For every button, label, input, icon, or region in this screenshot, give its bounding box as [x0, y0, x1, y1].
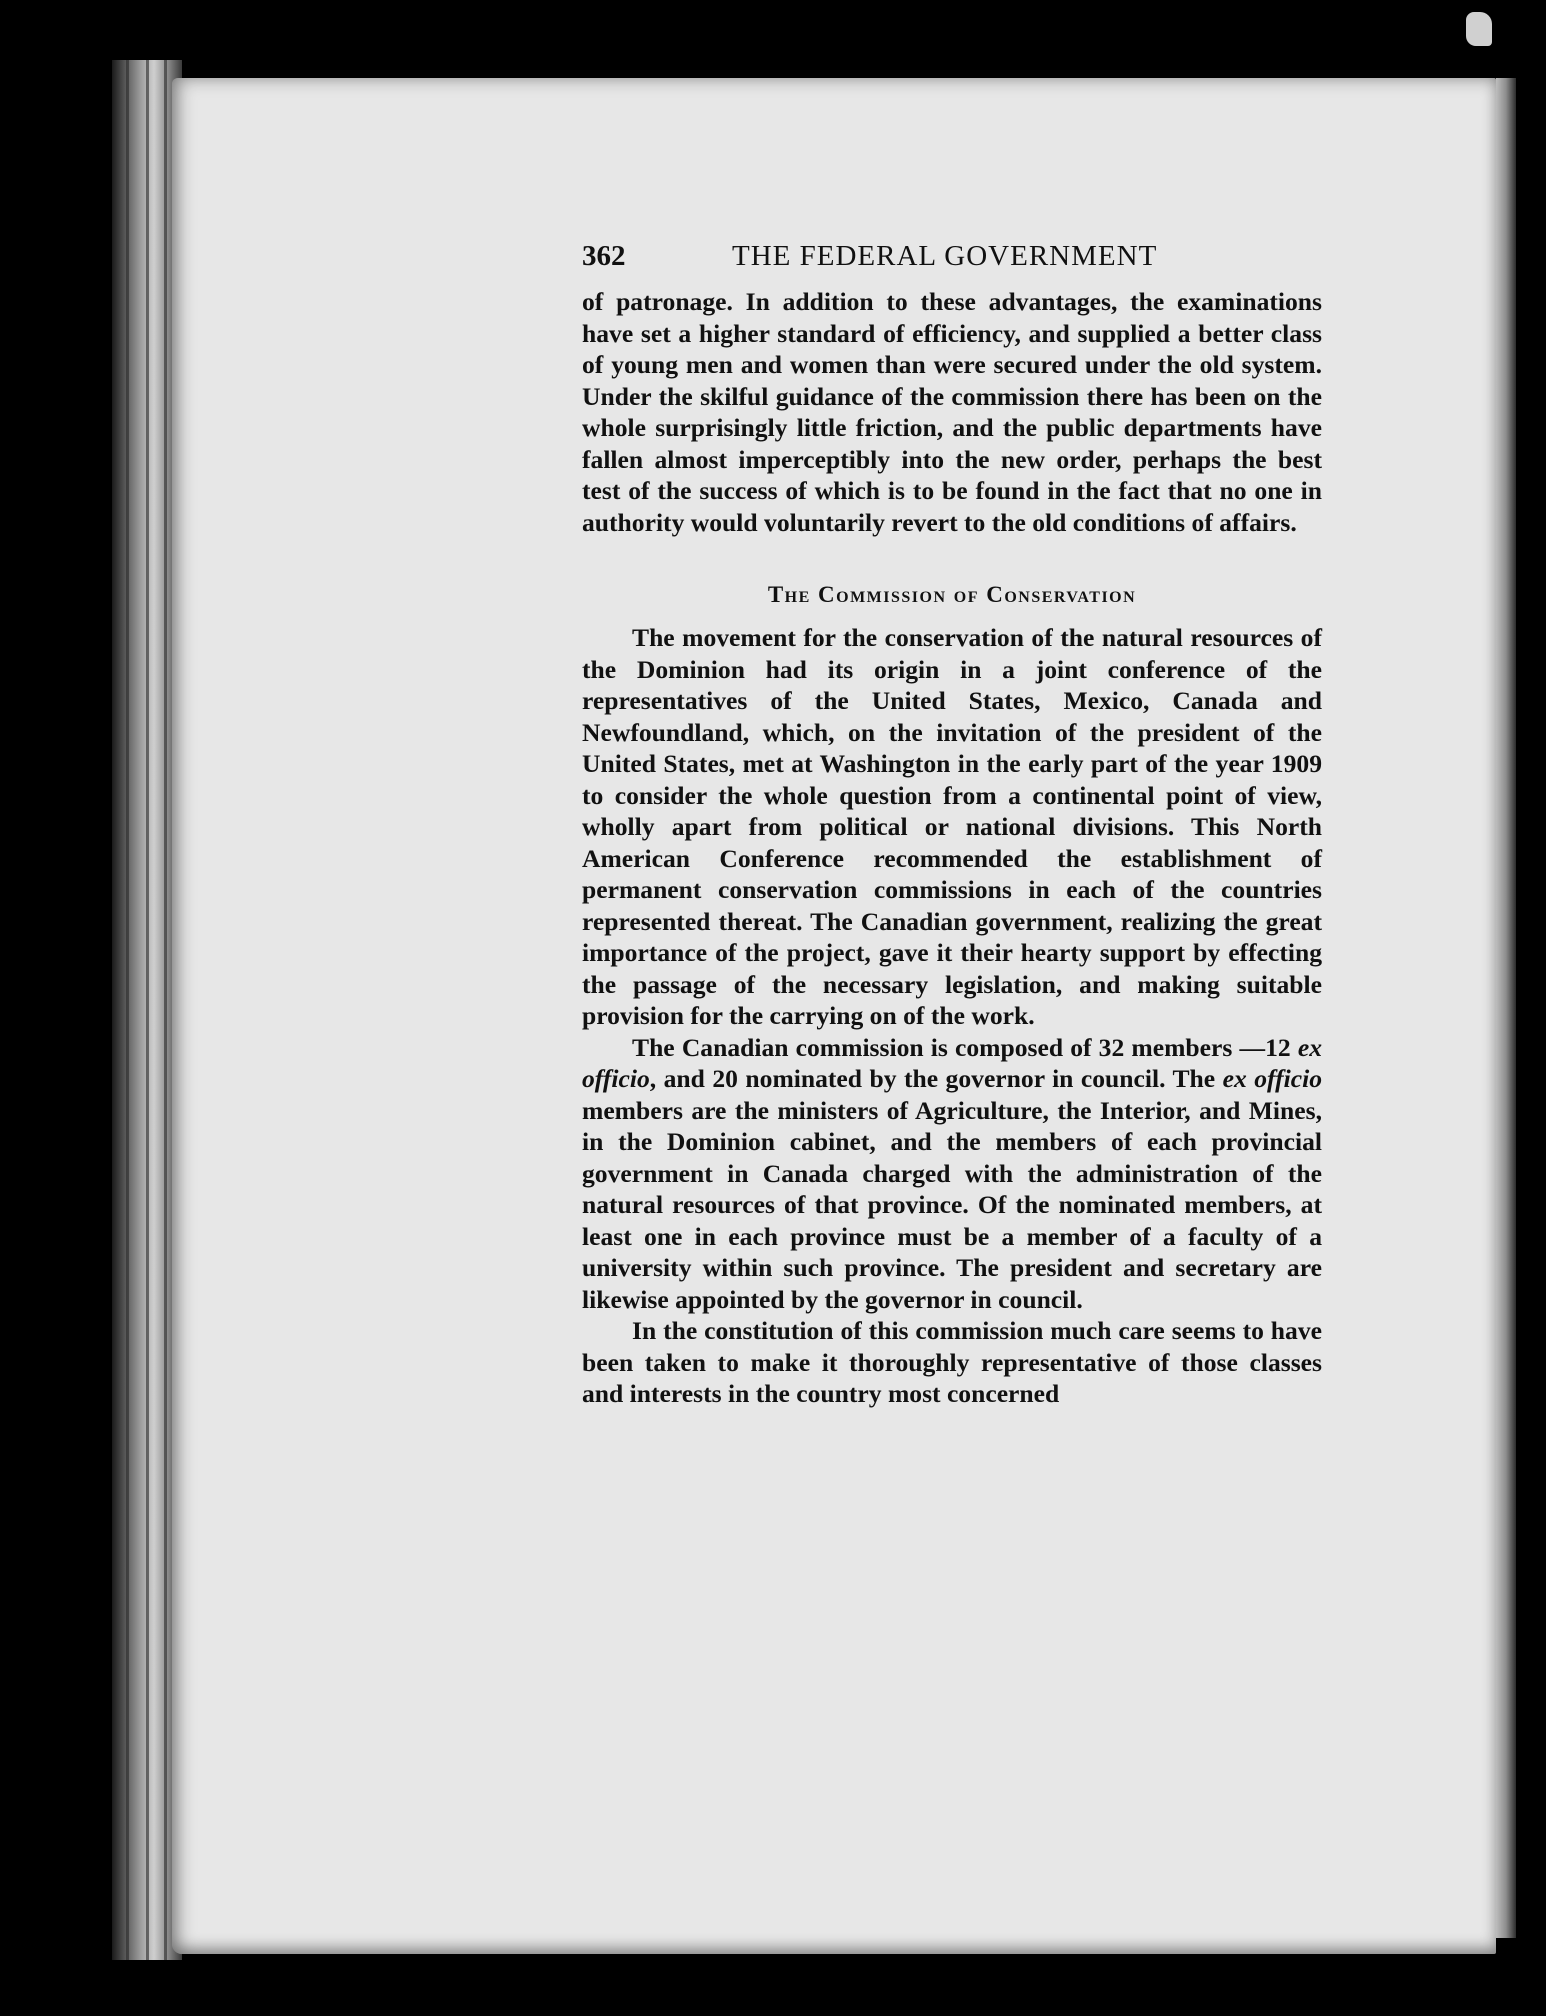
spine-stripe — [146, 60, 149, 1960]
text-run: members are the ministers of Agriculture, the Interior, and Mines, in the Dominion cabinet, and the members of each provincial government in Canada charged with the administration of the natural resources of that province. Of the nominated members, at least one in each province must be a member of a faculty of a university within such province. The president and secretary are likewise appointed by the governor in council. — [582, 1095, 1322, 1314]
paragraph-patronage: of patronage. In addition to these advantages, the examinations have set a higher standard of efficiency, and supplied a better class of young men and women than were secured under the old system. Under the skilful guidance of the commission there has been on the whole surprisingly little friction, and the public departments have fallen almost imperceptibly into the new order, perhaps the best test of the success of which is to be found in the fact that no one in authority would voluntarily revert to the old conditions of affairs. — [582, 287, 1322, 537]
paragraph-commission-composition — [582, 1032, 1322, 1316]
paragraph-movement: The movement for the conservation of the natural resources of the Dominion had its origin in a joint conference of the representatives of the United States, Mexico, Canada and Newfoundland, which, on the invitation of the president of the United States, met at Washington in the early part of the year 1909 to consider the whole question from a continental point of view, wholly apart from political or national divisions. This North American Conference recommended the establishment of permanent conservation commissions in each of the countries represented thereat. The Canadian government, realizing the great importance of the project, gave it their hearty support by effecting the passage of the necessary legislation, and making suitable provision for the carrying on of the work. — [582, 623, 1322, 1030]
text-run: , and 20 nominated by the governor in council. The — [649, 1064, 1223, 1093]
spine-stripe — [126, 60, 129, 1960]
corner-mark — [1466, 12, 1492, 46]
italic-text: ex officio — [1222, 1064, 1322, 1093]
paragraph-constitution: In the constitution of this commission much care seems to have been taken to make it thoroughly representative of those classes and interests in the country most concerned — [582, 1316, 1322, 1408]
page-number: 362 — [582, 240, 626, 272]
section-heading: The Commission of Conservation — [767, 582, 1137, 607]
page-text — [582, 240, 1322, 1410]
running-title: THE FEDERAL GOVERNMENT — [732, 240, 1158, 272]
italic-text: ex officio — [582, 1032, 1322, 1093]
page-right-edge — [1496, 78, 1516, 1938]
running-head — [582, 240, 1322, 284]
spine-stripe — [164, 60, 167, 1960]
text-run: The Canadian commission is composed of 32 members —12 — [632, 1032, 1298, 1062]
